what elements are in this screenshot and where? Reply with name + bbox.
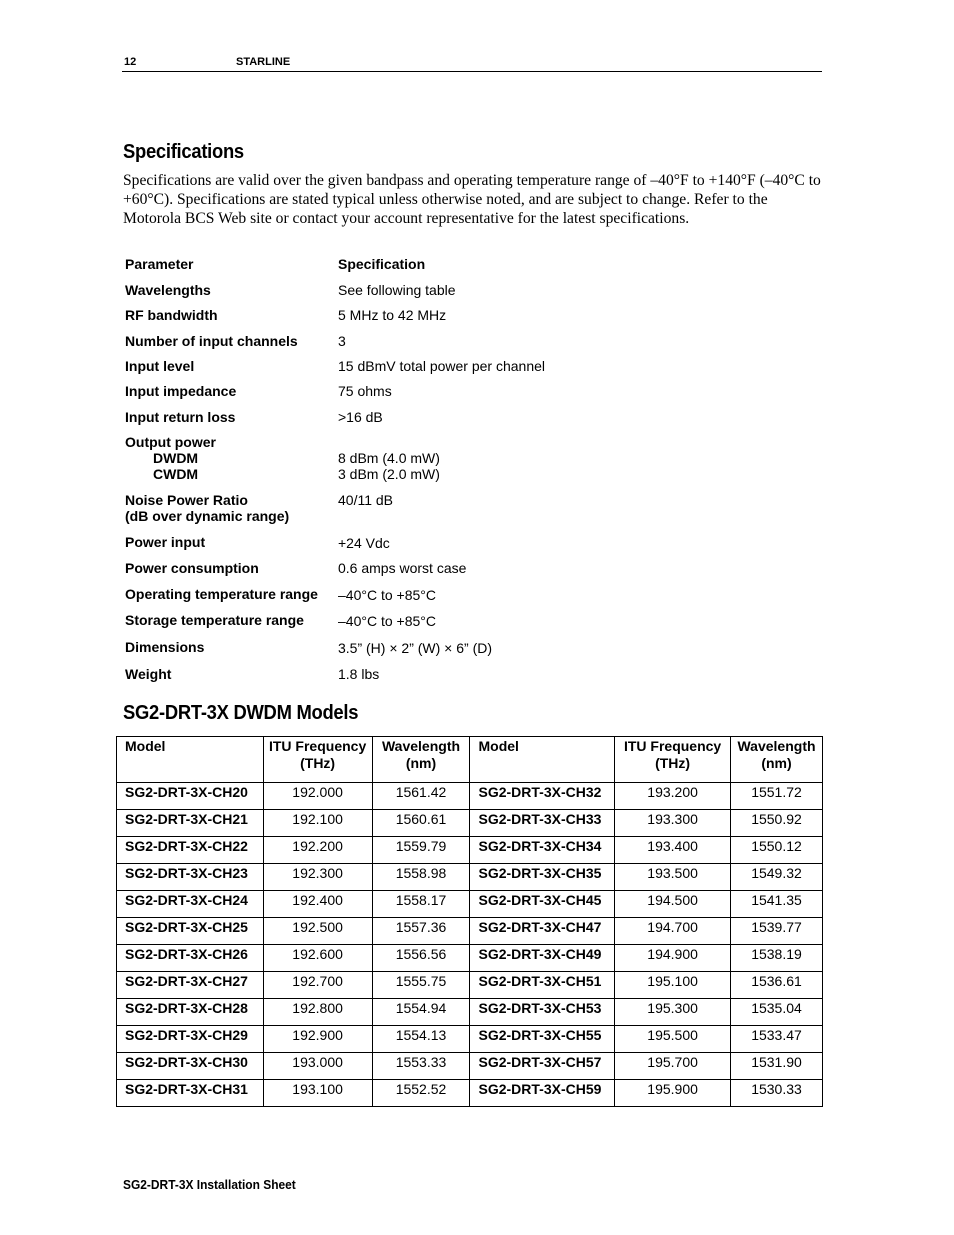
column-header-itu-frequency: ITU Frequency (THz) (263, 737, 372, 783)
table-row (117, 837, 823, 864)
itu-frequency-cell: 192.500 (263, 918, 372, 945)
wavelength-cell: 1557.36 (372, 918, 470, 945)
spec-param: Storage temperature range (125, 612, 304, 628)
itu-frequency-cell: 192.700 (263, 972, 372, 999)
wavelength-cell: 1538.19 (731, 945, 823, 972)
spec-param: Dimensions (125, 639, 205, 655)
wavelength-cell: 1533.47 (731, 1026, 823, 1053)
spec-value: 3.5” (H) × 2” (W) × 6” (D) (338, 640, 493, 656)
wavelength-cell: 1550.12 (731, 837, 823, 864)
spec-param: Input level (125, 358, 195, 374)
model-cell: SG2-DRT-3X-CH51 (470, 972, 615, 999)
column-header-itu-frequency: ITU Frequency (THz) (615, 737, 731, 783)
model-cell: SG2-DRT-3X-CH34 (470, 837, 615, 864)
model-cell: SG2-DRT-3X-CH22 (117, 837, 264, 864)
model-cell: SG2-DRT-3X-CH35 (470, 864, 615, 891)
itu-frequency-cell: 194.500 (615, 891, 731, 918)
itu-frequency-cell: 192.400 (263, 891, 372, 918)
wavelength-cell: 1530.33 (731, 1080, 823, 1107)
wavelength-cell: 1535.04 (731, 999, 823, 1026)
page-header (122, 55, 822, 72)
itu-frequency-cell: 192.100 (263, 810, 372, 837)
spec-param: Power input (125, 534, 206, 550)
spec-value: 40/11 dB (338, 492, 394, 508)
wavelength-cell: 1531.90 (731, 1053, 823, 1080)
running-title: STARLINE (236, 56, 291, 68)
model-cell: SG2-DRT-3X-CH20 (117, 783, 264, 810)
table-row (117, 999, 823, 1026)
table-row (117, 810, 823, 837)
table-row (117, 783, 823, 810)
model-cell: SG2-DRT-3X-CH27 (117, 972, 264, 999)
model-cell: SG2-DRT-3X-CH28 (117, 999, 264, 1026)
model-cell: SG2-DRT-3X-CH49 (470, 945, 615, 972)
models-table-body (117, 783, 823, 1107)
model-cell: SG2-DRT-3X-CH23 (117, 864, 264, 891)
wavelength-cell: 1551.72 (731, 783, 823, 810)
table-row (117, 891, 823, 918)
spec-param: Wavelengths (125, 282, 211, 298)
itu-frequency-cell: 193.200 (615, 783, 731, 810)
spec-param (125, 492, 335, 524)
wavelength-cell: 1552.52 (372, 1080, 470, 1107)
column-header-wavelength: Wavelength (nm) (731, 737, 823, 783)
model-cell: SG2-DRT-3X-CH59 (470, 1080, 615, 1107)
spec-param: Input return loss (125, 409, 236, 425)
spec-param-main: Noise Power Ratio (125, 492, 248, 508)
spec-value: +24 Vdc (338, 535, 390, 551)
spec-value: 3 (338, 333, 346, 349)
itu-frequency-cell: 193.400 (615, 837, 731, 864)
models-heading: SG2-DRT-3X DWDM Models (123, 702, 359, 724)
wavelength-cell: 1558.17 (372, 891, 470, 918)
itu-frequency-cell: 193.500 (615, 864, 731, 891)
models-header-row (117, 737, 823, 783)
spec-value-sub: 3 dBm (2.0 mW) (338, 466, 440, 482)
spec-param: Operating temperature range (125, 586, 318, 602)
spec-value: >16 dB (338, 409, 383, 425)
itu-frequency-cell: 192.800 (263, 999, 372, 1026)
itu-frequency-cell: 193.300 (615, 810, 731, 837)
spec-value: 0.6 amps worst case (338, 560, 467, 576)
spec-param-sub: CWDM (153, 466, 199, 482)
wavelength-cell: 1550.92 (731, 810, 823, 837)
spec-param-note: (dB over dynamic range) (125, 508, 290, 524)
spec-param: Input impedance (125, 383, 237, 399)
table-row (117, 972, 823, 999)
wavelength-cell: 1553.33 (372, 1053, 470, 1080)
itu-frequency-cell: 193.000 (263, 1053, 372, 1080)
wavelength-cell: 1555.75 (372, 972, 470, 999)
itu-frequency-cell: 195.300 (615, 999, 731, 1026)
itu-frequency-cell: 195.900 (615, 1080, 731, 1107)
model-cell: SG2-DRT-3X-CH55 (470, 1026, 615, 1053)
model-cell: SG2-DRT-3X-CH21 (117, 810, 264, 837)
table-row (117, 918, 823, 945)
spec-param-sub: DWDM (153, 450, 199, 466)
spec-param (125, 434, 335, 482)
wavelength-cell: 1556.56 (372, 945, 470, 972)
wavelength-cell: 1561.42 (372, 783, 470, 810)
page-number: 12 (124, 56, 137, 68)
model-cell: SG2-DRT-3X-CH45 (470, 891, 615, 918)
itu-frequency-cell: 195.500 (615, 1026, 731, 1053)
page-footer: SG2-DRT-3X Installation Sheet (123, 1177, 296, 1192)
spec-value: –40°C to +85°C (338, 587, 436, 603)
wavelength-cell: 1541.35 (731, 891, 823, 918)
column-header-model: Model (117, 737, 264, 783)
wavelength-cell: 1536.61 (731, 972, 823, 999)
table-row (117, 1053, 823, 1080)
itu-frequency-cell: 195.100 (615, 972, 731, 999)
table-row (117, 1026, 823, 1053)
itu-frequency-cell: 194.700 (615, 918, 731, 945)
itu-frequency-cell: 194.900 (615, 945, 731, 972)
wavelength-cell: 1554.94 (372, 999, 470, 1026)
wavelength-cell: 1559.79 (372, 837, 470, 864)
spec-value: 75 ohms (338, 383, 392, 399)
model-cell: SG2-DRT-3X-CH31 (117, 1080, 264, 1107)
itu-frequency-cell: 192.600 (263, 945, 372, 972)
wavelength-cell: 1539.77 (731, 918, 823, 945)
column-header-model: Model (470, 737, 615, 783)
model-cell: SG2-DRT-3X-CH26 (117, 945, 264, 972)
model-cell: SG2-DRT-3X-CH57 (470, 1053, 615, 1080)
spec-param: Weight (125, 666, 172, 682)
spec-param: Number of input channels (125, 333, 298, 349)
model-cell: SG2-DRT-3X-CH32 (470, 783, 615, 810)
itu-frequency-cell: 192.000 (263, 783, 372, 810)
wavelength-cell: 1560.61 (372, 810, 470, 837)
spec-param-main: Output power (125, 434, 216, 450)
model-cell: SG2-DRT-3X-CH53 (470, 999, 615, 1026)
model-cell: SG2-DRT-3X-CH30 (117, 1053, 264, 1080)
spec-value: 1.8 lbs (338, 666, 380, 682)
spec-value: –40°C to +85°C (338, 613, 436, 629)
model-cell: SG2-DRT-3X-CH47 (470, 918, 615, 945)
column-header-wavelength: Wavelength (nm) (372, 737, 470, 783)
model-cell: SG2-DRT-3X-CH25 (117, 918, 264, 945)
itu-frequency-cell: 195.700 (615, 1053, 731, 1080)
spec-value: See following table (338, 282, 456, 298)
dwdm-models-table (116, 736, 823, 1107)
wavelength-cell: 1554.13 (372, 1026, 470, 1053)
spec-param: Power consumption (125, 560, 259, 576)
spec-value-sub: 8 dBm (4.0 mW) (338, 450, 440, 466)
model-cell: SG2-DRT-3X-CH29 (117, 1026, 264, 1053)
spec-value: 5 MHz to 42 MHz (338, 307, 447, 323)
model-cell: SG2-DRT-3X-CH24 (117, 891, 264, 918)
itu-frequency-cell: 192.200 (263, 837, 372, 864)
spec-value (338, 434, 718, 482)
wavelength-cell: 1549.32 (731, 864, 823, 891)
wavelength-cell: 1558.98 (372, 864, 470, 891)
itu-frequency-cell: 192.300 (263, 864, 372, 891)
specifications-intro: Specifications are valid over the given bandpass and operating temperature range of –40°F to +140°F (–40°C to +60°C). Specifications are stated typical unless otherwise noted, and are subject to change. Refer to the Motorola BCS Web site or contact your account representative for the latest specifications. (123, 172, 821, 227)
column-header-parameter: Parameter (125, 256, 194, 272)
spec-param: RF bandwidth (125, 307, 218, 323)
table-row (117, 1080, 823, 1107)
column-header-specification: Specification (338, 256, 426, 272)
spec-value: 15 dBmV total power per channel (338, 358, 546, 374)
model-cell: SG2-DRT-3X-CH33 (470, 810, 615, 837)
itu-frequency-cell: 193.100 (263, 1080, 372, 1107)
table-row (117, 945, 823, 972)
table-row (117, 864, 823, 891)
specifications-heading: Specifications (123, 141, 244, 163)
itu-frequency-cell: 192.900 (263, 1026, 372, 1053)
